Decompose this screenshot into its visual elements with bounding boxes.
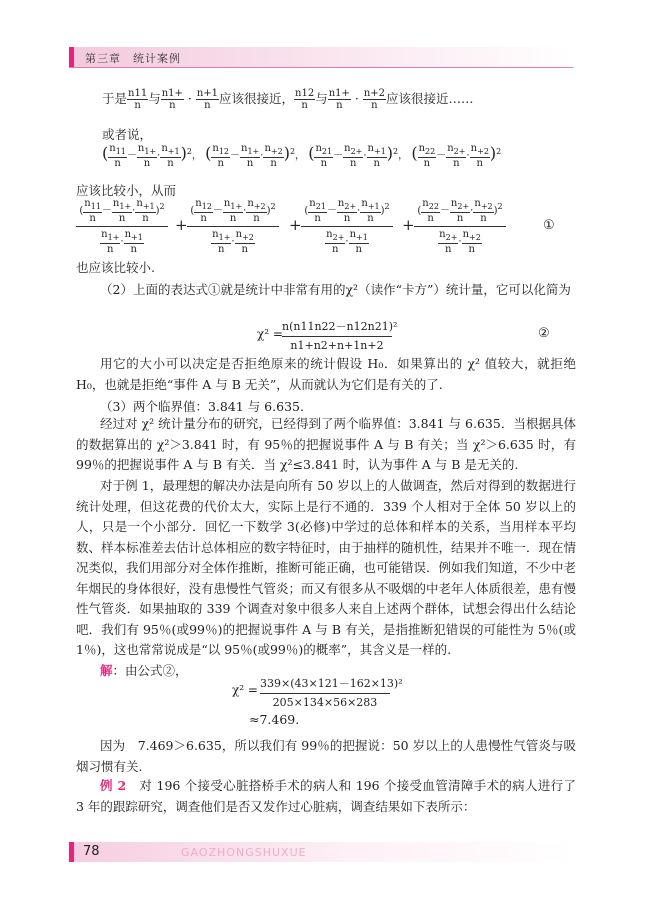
frac-n12-n: $\frac{n12}{n}$ bbox=[295, 88, 315, 111]
solution-lhs: χ² = bbox=[232, 683, 258, 697]
sum-term-1: ( $\frac{n_{11}}{n}$ － $\frac{n_{1+}}{n}$ · $\frac{n_{+1}}{n}$ )$^2$ $\frac{n_{1+}}{n}$ · $\frac{n_{+1}}{n}$ bbox=[76, 198, 168, 255]
frac-nplus1-n: $\frac{n+1}{n}$ bbox=[196, 88, 218, 111]
sum-term-4: ( $\frac{n_{22}}{n}$ － $\frac{n_{2+}}{n}$ · $\frac{n_{+2}}{n}$ )$^2$ $\frac{n_{2+}}{n}$ · $\frac{n_{+2}}{n}$ bbox=[414, 198, 506, 255]
chapter-title: 第三章 统计案例 bbox=[85, 52, 181, 65]
equation-number-2: ② bbox=[538, 326, 550, 341]
solution-label: 解 bbox=[100, 663, 113, 678]
para3-heading: （3）两个临界值：3.841 与 6.635. bbox=[100, 399, 304, 414]
intro-line-1: 于是 $\frac{n11}{n}$ 与 $\frac{n1+}{n}$ · $\frac{n+1}{n}$ 应该很接近， $\frac{n12}{n}$ 与 $\frac{n1+}{n}$ · $\frac{n+2}{n}$ 应该很接近…… bbox=[102, 88, 474, 111]
equation-number-1: ① bbox=[543, 218, 555, 233]
solution-intro bbox=[100, 661, 188, 679]
squared-differences-row: ( $\frac{n_{11}}{n}$ － $\frac{n_{1+}}{n}$ · $\frac{n_{+1}}{n}$ )$^2$， ( $\frac{n_{12}}{n}$ － $\frac{n_{1+}}{n}$ · $\frac{n_{+2}}{n}$ )$^2$， ( $\frac{n_{21}}{n}$ － $\frac{n_{2+}}{n}$ · $\frac{n_{+1}}{n}$ )$^2$， ( $\frac{n_{22}}{n}$ － $\frac{n_{2+}}{n}$ · $\frac{n_{+2}}{n}$ )$^2$ bbox=[102, 143, 502, 169]
para3-critical-values: 经过对 χ² 统计量分布的研究，已经得到了两个临界值：3.841 与 6.635．当根据具体的数据算出的 χ²＞3.841 时，有 95％的把握说事件 A 与 B 有关；当 χ²＞6.635 时，有 99％的把握说事件 A 与 B 有关．当 χ²≤3.841 时，认为事件 A 与 B 是无关的. bbox=[76, 416, 576, 472]
frac-n1plus-n: $\frac{n1+}{n}$ bbox=[161, 88, 183, 111]
solution-conclusion: 因为 7.469＞6.635，所以我们有 99％的把握说：50 岁以上的人患慢性气管炎与吸烟习惯有关. bbox=[76, 738, 576, 774]
intro-text: 应该很接近…… bbox=[386, 91, 474, 106]
intro-text: 与 bbox=[148, 91, 161, 106]
solution-denominator: 205×134×56×283 bbox=[272, 696, 378, 709]
also-small: 也应该比较小. bbox=[76, 260, 155, 275]
para3-discussion: 对于例 1，最理想的解决办法是向所有 50 岁以上的人做调查，然后对得到的数据进行统计处理，但这花费的代价太大，实际上是行不通的．339 个人相对于全体 50 岁以上的人，只是一个小部分．回忆一下数学 3(必修)中学过的总体和样本的关系，当用样本平均数、样本标准差去估计总体相应的数字特征时，由于抽样的随机性，结果并不唯一．现在情况类似，我们用部分对全体作推断，推断可能正确，也可能错误．例如我们知道，不少中老年烟民的身体很好，没有患慢性气管炎；而又有很多从不吸烟的中老年人体质很差，患有慢性气管炎．如果抽取的 339 个调查对象中很多人来自上述两个群体，试想会得出什么结论吧．我们有 95％(或99％)的把握说事件 A 与 B 有关，是指推断犯错误的可能性为 5％(或 1％)，这也常常说成是“以 95％(或99％)的概率”，其含义是一样的. bbox=[76, 478, 577, 657]
formula-2-denominator: n1+n2+n+1n+2 bbox=[290, 339, 384, 352]
formula-2-lhs: χ² = bbox=[257, 327, 283, 341]
footer-bar bbox=[69, 842, 573, 862]
sum-term-2: ( $\frac{n_{12}}{n}$ － $\frac{n_{1+}}{n}$ · $\frac{n_{+2}}{n}$ )$^2$ $\frac{n_{1+}}{n}$ · $\frac{n_{+2}}{n}$ bbox=[187, 198, 279, 255]
sum-term-3: ( $\frac{n_{21}}{n}$ － $\frac{n_{2+}}{n}$ · $\frac{n_{+1}}{n}$ )$^2$ $\frac{n_{2+}}{n}$ · $\frac{n_{+1}}{n}$ bbox=[301, 198, 393, 255]
frac-n1plus-n-2: $\frac{n1+}{n}$ bbox=[328, 88, 350, 111]
solution-text: ：由公式②， bbox=[112, 663, 188, 678]
intro-text: 应该很接近， bbox=[219, 91, 295, 106]
intro-text: 于是 bbox=[102, 91, 128, 106]
plus-sign: + bbox=[402, 216, 415, 234]
page-number: 78 bbox=[83, 844, 100, 859]
intro-text: 与 bbox=[315, 91, 328, 106]
footer-marker bbox=[69, 842, 74, 862]
solution-fraction bbox=[260, 675, 403, 709]
solution-approx: ≈7.469. bbox=[249, 712, 300, 727]
plus-sign: + bbox=[175, 216, 188, 234]
formula-2-fraction bbox=[282, 318, 398, 352]
example2 bbox=[76, 776, 576, 817]
example2-label: 例 2 bbox=[100, 778, 127, 793]
plus-sign: + bbox=[289, 216, 302, 234]
formula-2-numerator: n(n11n22－n12n21)² bbox=[282, 318, 392, 337]
para2-text: （2）上面的表达式①就是统计中非常有用的χ²（读作“卡方”）统计量，它可以化简为 bbox=[100, 282, 571, 297]
or-say: 或者说， bbox=[102, 127, 153, 142]
footer-watermark: GAOZHONGSHUXUE bbox=[181, 846, 307, 859]
should-small: 应该比较小，从而 bbox=[76, 183, 177, 198]
example2-text: 对 196 个接受心脏搭桥手术的病人和 196 个接受血管清障手术的病人进行了 3 年的跟踪研究，调查他们是否又发作过心脏病，调查结果如下表所示： bbox=[76, 778, 576, 814]
frac-n11-n: $\frac{n11}{n}$ bbox=[128, 88, 148, 111]
frac-nplus2-n: $\frac{n+2}{n}$ bbox=[363, 88, 385, 111]
para2-conclusion: 用它的大小可以决定是否拒绝原来的统计假设 H₀．如果算出的 χ² 值较大，就拒绝 H₀，也就是拒绝“事件 A 与 B 无关”，从而就认为它们是有关的了. bbox=[76, 356, 576, 392]
solution-numerator: 339×(43×121－162×13)² bbox=[260, 675, 390, 694]
